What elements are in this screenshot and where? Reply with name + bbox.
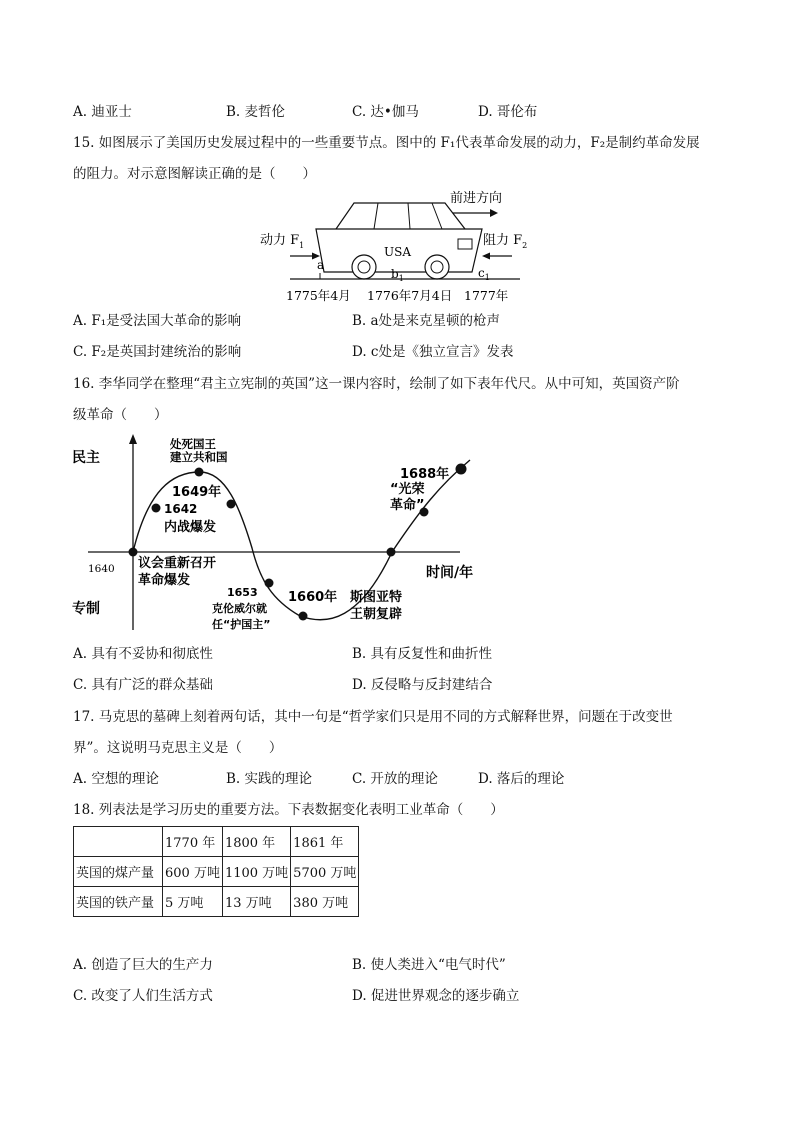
q15-option-a: A. F₁是受法国大革命的影响 [73,313,242,329]
wheel-left-hub [358,261,370,273]
direction-label: 前进方向 [450,191,503,206]
point-restoration [387,548,396,557]
q16-option-a: A. 具有不妥协和彻底性 [73,646,213,662]
table-row [74,857,359,887]
e1660-year: 1660年 [288,590,338,605]
q17-option-b: B. 实践的理论 [226,771,313,787]
e1649-event1: 处死国王 [170,437,216,451]
q14-option-d: D. 哥伦布 [478,104,538,120]
point-1649 [195,468,204,477]
force-right-label: 阻力 $F_2$ [483,233,528,250]
car-light [458,239,472,249]
table-header-row [74,827,359,857]
q17-option-c: C. 开放的理论 [352,771,438,787]
e1660-event2: 王朝复辟 [350,607,403,622]
q14-option-c: C. 达•伽马 [352,104,419,120]
table-cell: 5 万吨 [163,887,223,917]
q17-option-d: D. 落后的理论 [478,771,565,787]
date-a: 1775年4月 [286,288,351,303]
point-1660 [299,612,308,621]
e1660-event1: 斯图亚特 [350,590,403,605]
q16-timeline-chart [60,430,490,640]
q14-option-a: A. 迪亚士 [73,104,132,120]
table-cell: 600 万吨 [163,857,223,887]
table-header-cell [74,827,163,857]
q16-stem-line2: 级革命（ ） [73,407,168,423]
q15-option-b: B. a处是来克星顿的枪声 [352,313,501,329]
q17-stem-line2: 界”。这说明马克思主义是（ ） [73,740,283,756]
force-right-arrow-head [482,253,490,260]
e1688-year: 1688年 [400,467,450,482]
q18-option-d: D. 促进世界观念的逐步确立 [352,988,520,1004]
q15-option-c: C. F₂是英国封建统治的影响 [73,344,242,360]
table-cell: 5700 万吨 [291,857,359,887]
table-row [74,887,359,917]
q15-stem-line2: 的阻力。对示意图解读正确的是（ ） [73,166,316,182]
q17-option-a: A. 空想的理论 [73,771,159,787]
date-c: 1777年 [464,288,509,303]
point-b-label: $b_1$ [391,267,404,283]
e1649-event2: 建立共和国 [170,450,228,464]
q16-option-c: C. 具有广泛的群众基础 [73,677,213,693]
q15-option-d: D. c处是《独立宣言》发表 [352,344,514,360]
e1653-year: 1653 [227,586,258,599]
car-label: USA [384,245,411,259]
q17-stem-line1: 17. 马克思的墓碑上刻着两句话，其中一句是“哲学家们只是用不同的方式解释世界，问题在于改变世 [73,709,673,725]
e1649-year: 1649年 [172,485,222,500]
e1642-event: 内战爆发 [164,520,217,535]
e1688-event1: “光荣 [390,482,425,497]
point-c-label: $c_1$ [478,266,490,282]
point-1688 [456,464,467,475]
e1642-year: 1642 [164,502,198,516]
origin-year: 1640 [88,563,115,575]
table-header-cell: 1800 年 [222,827,290,857]
table-cell: 380 万吨 [291,887,359,917]
x-axis-label: 时间/年 [426,565,474,581]
origin-event2: 革命爆发 [138,573,191,588]
point-1642 [152,504,161,513]
e1688-event2: 革命” [390,498,425,513]
table-cell: 英国的煤产量 [74,857,163,887]
point-a-label: a [317,258,325,272]
table-header-cell: 1861 年 [291,827,359,857]
q16-option-b: B. 具有反复性和曲折性 [352,646,493,662]
q18-option-b: B. 使人类进入“电气时代” [352,957,506,973]
table-cell: 1100 万吨 [222,857,290,887]
y-top-label: 民主 [72,450,100,466]
table-cell: 13 万吨 [222,887,290,917]
q18-stem-line1: 18. 列表法是学习历史的重要方法。下表数据变化表明工业革命（ ） [73,802,504,818]
point-1653 [265,579,274,588]
force-left-label: 动力 $F_1$ [260,233,305,250]
q18-option-a: A. 创造了巨大的生产力 [73,957,213,973]
q15-stem-line1: 15. 如图展示了美国历史发展过程中的一些重要节点。图中的 F₁代表革命发展的动力，F₂是制约革命发展 [73,135,700,151]
q15-diagram [250,183,550,308]
point-1640 [129,548,138,557]
e1653-event1: 克伦威尔就 [212,602,267,615]
q18-data-table [73,826,359,917]
q18-option-c: C. 改变了人们生活方式 [73,988,213,1004]
wheel-right-hub [431,261,443,273]
e1653-event2: 任“护国主” [212,618,271,631]
origin-event: 议会重新召开 [138,556,217,571]
q16-stem-line1: 16. 李华同学在整理“君主立宪制的英国”这一课内容时，绘制了如下表年代尺。从中可知，英国资产阶 [73,376,680,392]
table-header-cell: 1770 年 [163,827,223,857]
y-axis-arrow [129,434,137,444]
y-bottom-label: 专制 [72,601,100,617]
direction-arrow-head [490,209,498,217]
point-1650 [227,500,236,509]
date-b: 1776年7月4日 [367,288,453,303]
q16-option-d: D. 反侵略与反封建结合 [352,677,493,693]
q14-option-b: B. 麦哲伦 [226,104,286,120]
table-cell: 英国的铁产量 [74,887,163,917]
